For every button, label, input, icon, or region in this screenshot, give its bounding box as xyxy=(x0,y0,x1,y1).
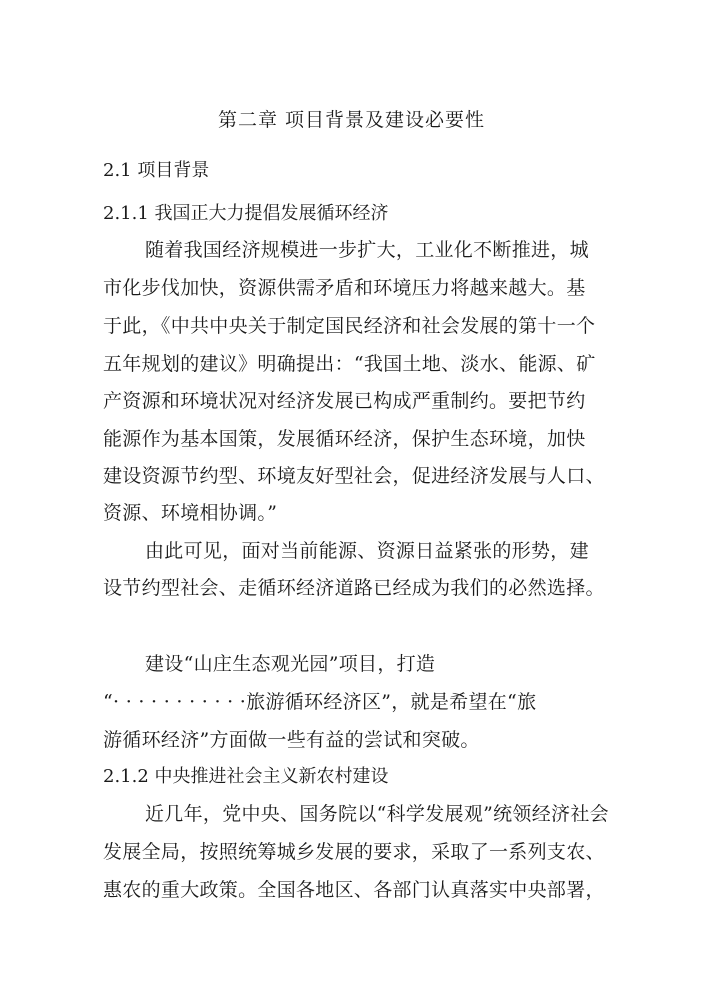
section-heading-2-1: 2.1 项目背景 xyxy=(103,160,210,181)
paragraph-line: “· · · · · · · · · · ·旅游循环经济区”，就是希望在“旅 xyxy=(103,691,537,713)
paragraph-line: 五年规划的建议》明确提出：“我国土地、淡水、能源、矿 xyxy=(103,353,596,375)
section-heading-2-1-1: 2.1.1 我国正大力提倡发展循环经济 xyxy=(103,203,389,224)
paragraph-line: 设节约型社会、走循环经济道路已经成为我们的必然选择。 xyxy=(103,577,605,599)
paragraph-line: 于此，《中共中央关于制定国民经济和社会发展的第十一个 xyxy=(103,315,596,337)
paragraph-line: 资源、环境相协调。” xyxy=(103,502,278,524)
paragraph-line: 近几年，党中央、国务院以“科学发展观”统领经济社会 xyxy=(145,803,609,825)
chapter-title: 第二章 项目背景及建设必要性 xyxy=(217,109,486,131)
paragraph-line: 能源作为基本国策，发展循环经济，保护生态环境，加快 xyxy=(103,428,586,450)
paragraph-line: 游循环经济”方面做一些有益的尝试和突破。 xyxy=(103,729,480,751)
paragraph-line: 建设资源节约型、环境友好型社会，促进经济发展与人口、 xyxy=(103,465,605,487)
paragraph-line: 由此可见，面对当前能源、资源日益紧张的形势，建 xyxy=(145,540,589,562)
paragraph-line: 发展全局，按照统筹城乡发展的要求，采取了一系列支农、 xyxy=(103,841,605,863)
paragraph-line: 建设“山庄生态观光园”项目，打造 xyxy=(145,653,436,675)
paragraph-line: 惠农的重大政策。全国各地区、各部门认真落实中央部署， xyxy=(103,879,605,901)
section-heading-2-1-2: 2.1.2 中央推进社会主义新农村建设 xyxy=(103,766,389,787)
paragraph-line: 随着我国经济规模进一步扩大，工业化不断推进，城 xyxy=(145,239,589,261)
paragraph-line: 市化步伐加快，资源供需矛盾和环境压力将越来越大。基 xyxy=(103,277,586,299)
paragraph-line: 产资源和环境状况对经济发展已构成严重制约。要把节约 xyxy=(103,390,586,412)
